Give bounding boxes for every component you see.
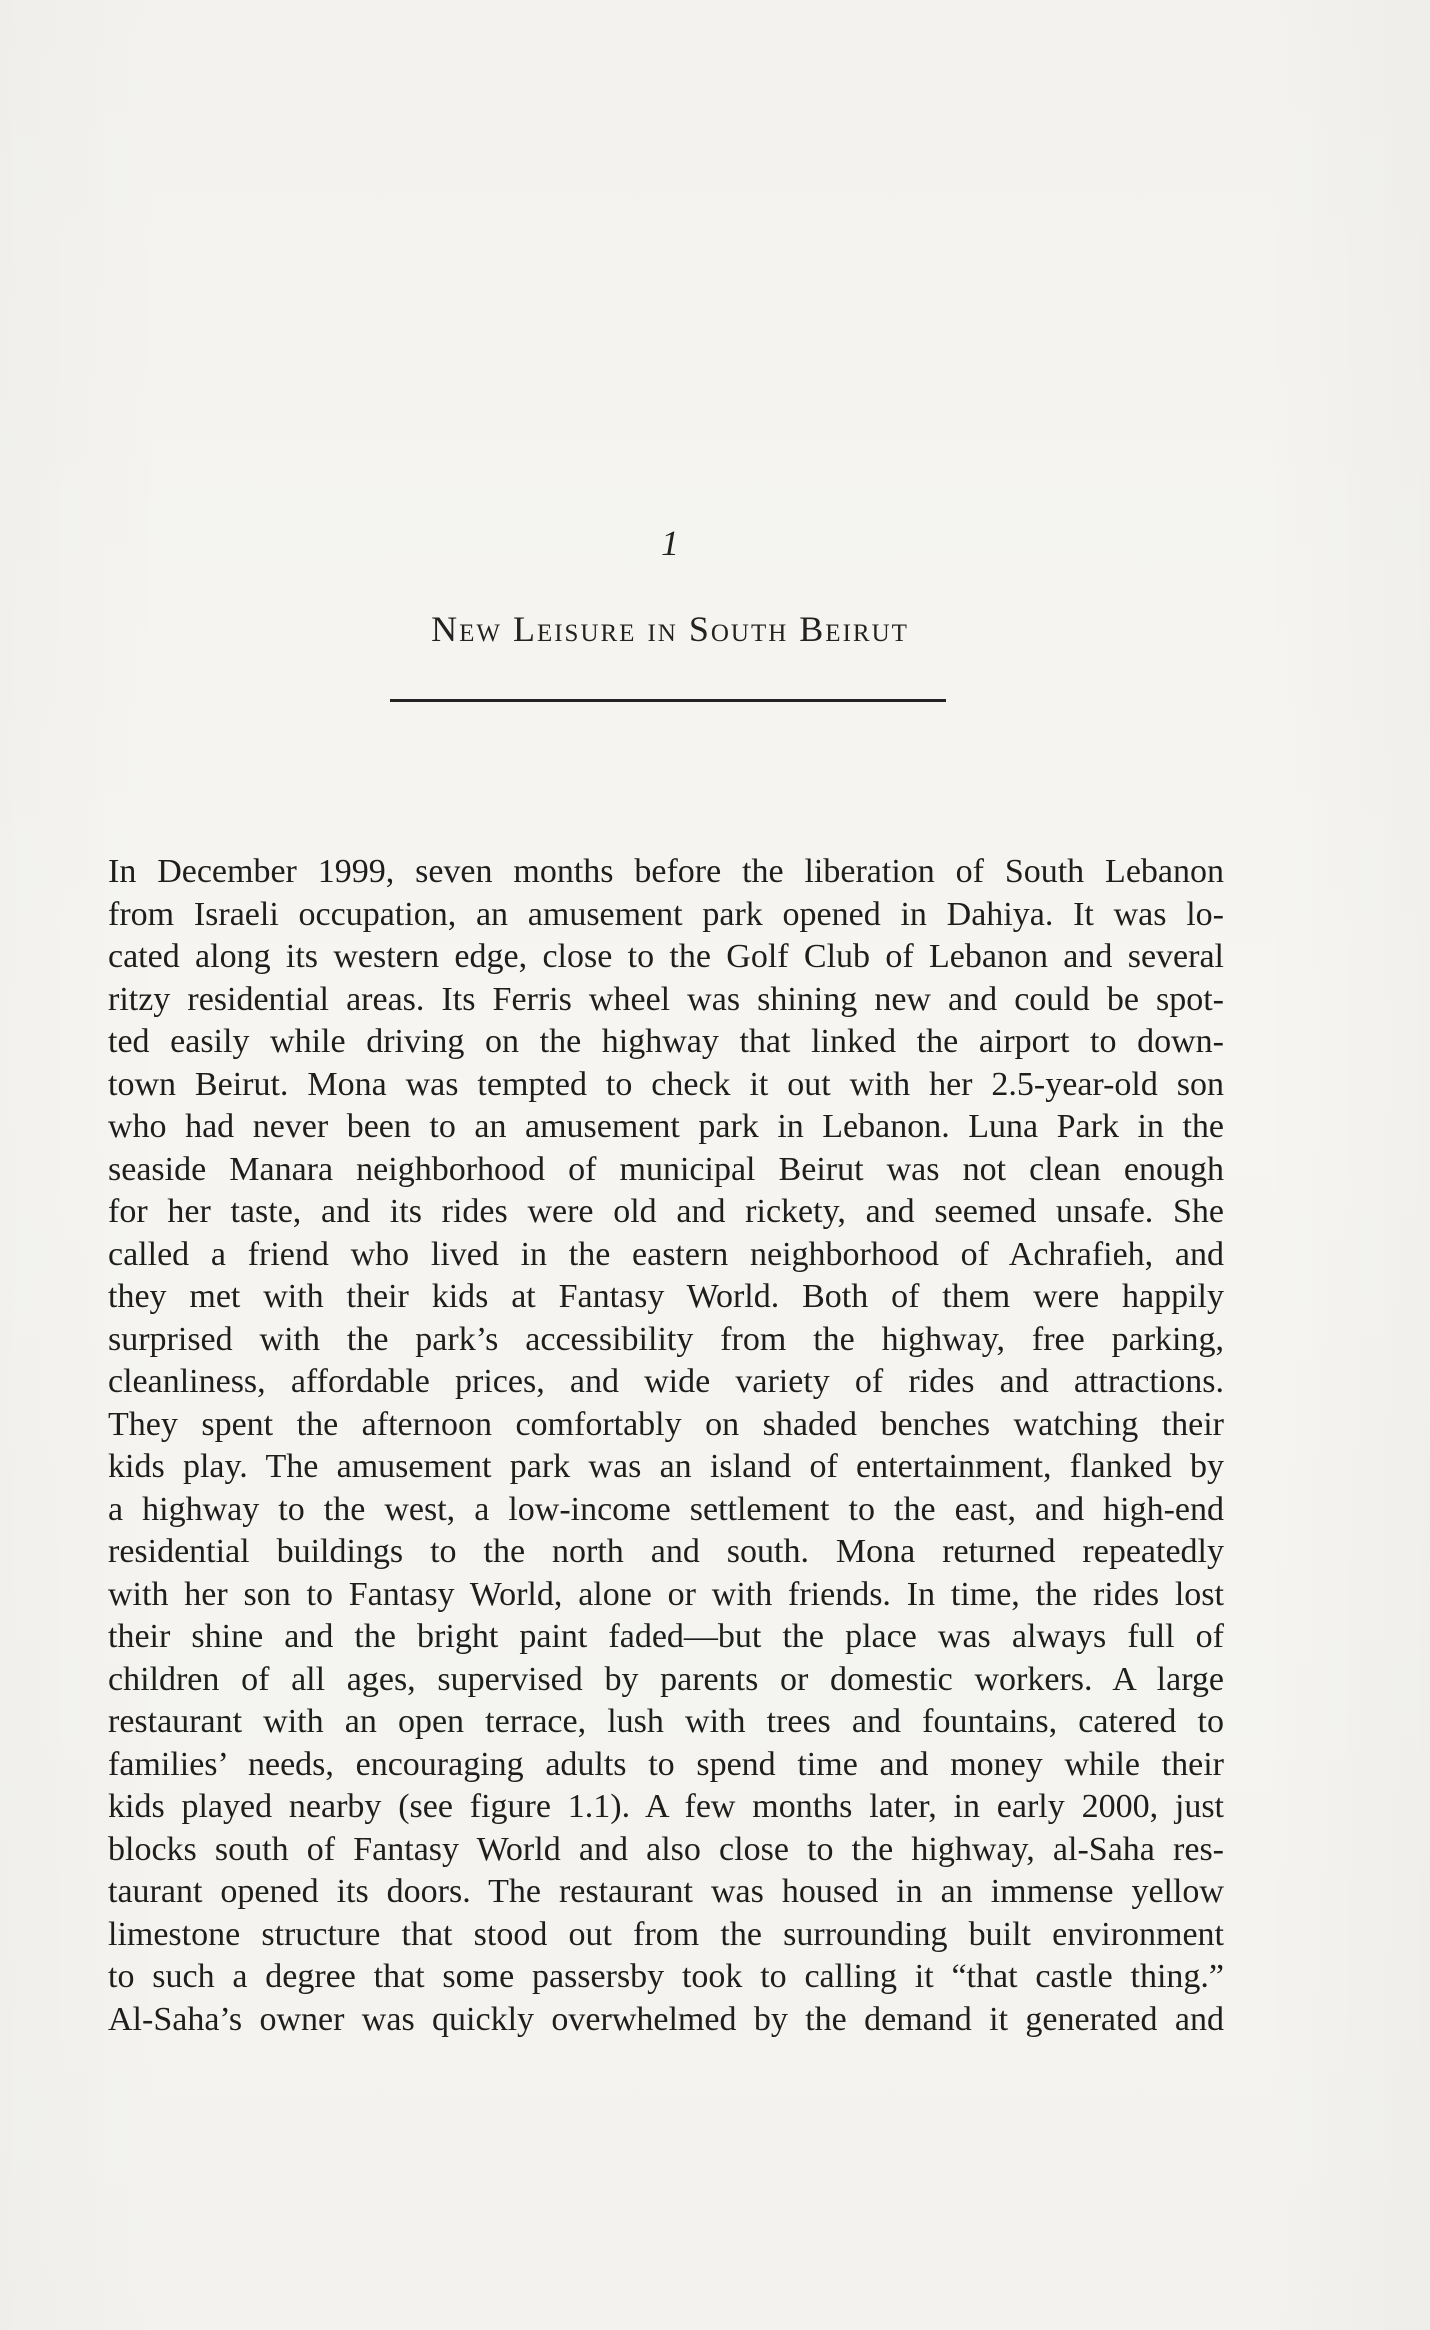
text-line: ritzy residential areas. Its Ferris wheel was shining new and could be spot- <box>108 980 1224 1018</box>
text-line: called a friend who lived in the eastern neighborhood of Achrafieh, and <box>108 1235 1224 1273</box>
text-line: ted easily while driving on the highway that linked the airport to down- <box>108 1023 1224 1060</box>
text-line: In December 1999, seven months before the liberation of South Lebanon <box>108 853 1224 890</box>
text-line: cleanliness, affordable prices, and wide variety of rides and attractions. <box>108 1363 1224 1400</box>
text-line: children of all ages, supervised by parents or domestic workers. A large <box>108 1660 1224 1698</box>
text-line: surprised with the park’s accessibility from the highway, free parking, <box>108 1320 1224 1358</box>
text-line: limestone structure that stood out from the surrounding built environment <box>108 1915 1224 1953</box>
text-line: residential buildings to the north and south. Mona returned repeatedly <box>108 1533 1224 1570</box>
text-line: their shine and the bright paint faded—but the place was always full of <box>108 1618 1224 1655</box>
chapter-title-rule <box>390 699 946 702</box>
text-line: town Beirut. Mona was tempted to check it out with her 2.5-year-old son <box>108 1065 1224 1103</box>
text-line: a highway to the west, a low-income settlement to the east, and high-end <box>108 1490 1224 1528</box>
text-line: they met with their kids at Fantasy World. Both of them were happily <box>108 1278 1224 1315</box>
text-line: seaside Manara neighborhood of municipal Beirut was not clean enough <box>108 1150 1224 1188</box>
text-line: families’ needs, encouraging adults to spend time and money while their <box>108 1745 1224 1783</box>
text-line: for her taste, and its rides were old and rickety, and seemed unsafe. She <box>108 1193 1224 1230</box>
text-line: kids played nearby (see figure 1.1). A few months later, in early 2000, just <box>108 1788 1224 1825</box>
text-line: Al-Saha’s owner was quickly overwhelmed by the demand it generated and <box>108 2000 1224 2038</box>
text-line: who had never been to an amusement park in Lebanon. Luna Park in the <box>108 1108 1224 1145</box>
text-line: with her son to Fantasy World, alone or with friends. In time, the rides lost <box>108 1575 1224 1613</box>
text-line: cated along its western edge, close to the Golf Club of Lebanon and several <box>108 938 1224 975</box>
text-line: blocks south of Fantasy World and also close to the highway, al-Saha res- <box>108 1830 1224 1868</box>
text-line: to such a degree that some passersby took to calling it “that castle thing.” <box>108 1958 1224 1995</box>
text-line: kids play. The amusement park was an island of entertainment, flanked by <box>108 1448 1224 1485</box>
chapter-title: New Leisure in South Beirut <box>431 609 909 649</box>
text-line: from Israeli occupation, an amusement park opened in Dahiya. It was lo- <box>108 895 1224 933</box>
text-line: They spent the afternoon comfortably on shaded benches watching their <box>108 1405 1224 1443</box>
text-line: taurant opened its doors. The restaurant was housed in an immense yellow <box>108 1873 1224 1910</box>
chapter-number: 1 <box>661 523 679 563</box>
body-paragraph <box>108 851 1224 2041</box>
text-line: restaurant with an open terrace, lush with trees and fountains, catered to <box>108 1703 1224 1740</box>
